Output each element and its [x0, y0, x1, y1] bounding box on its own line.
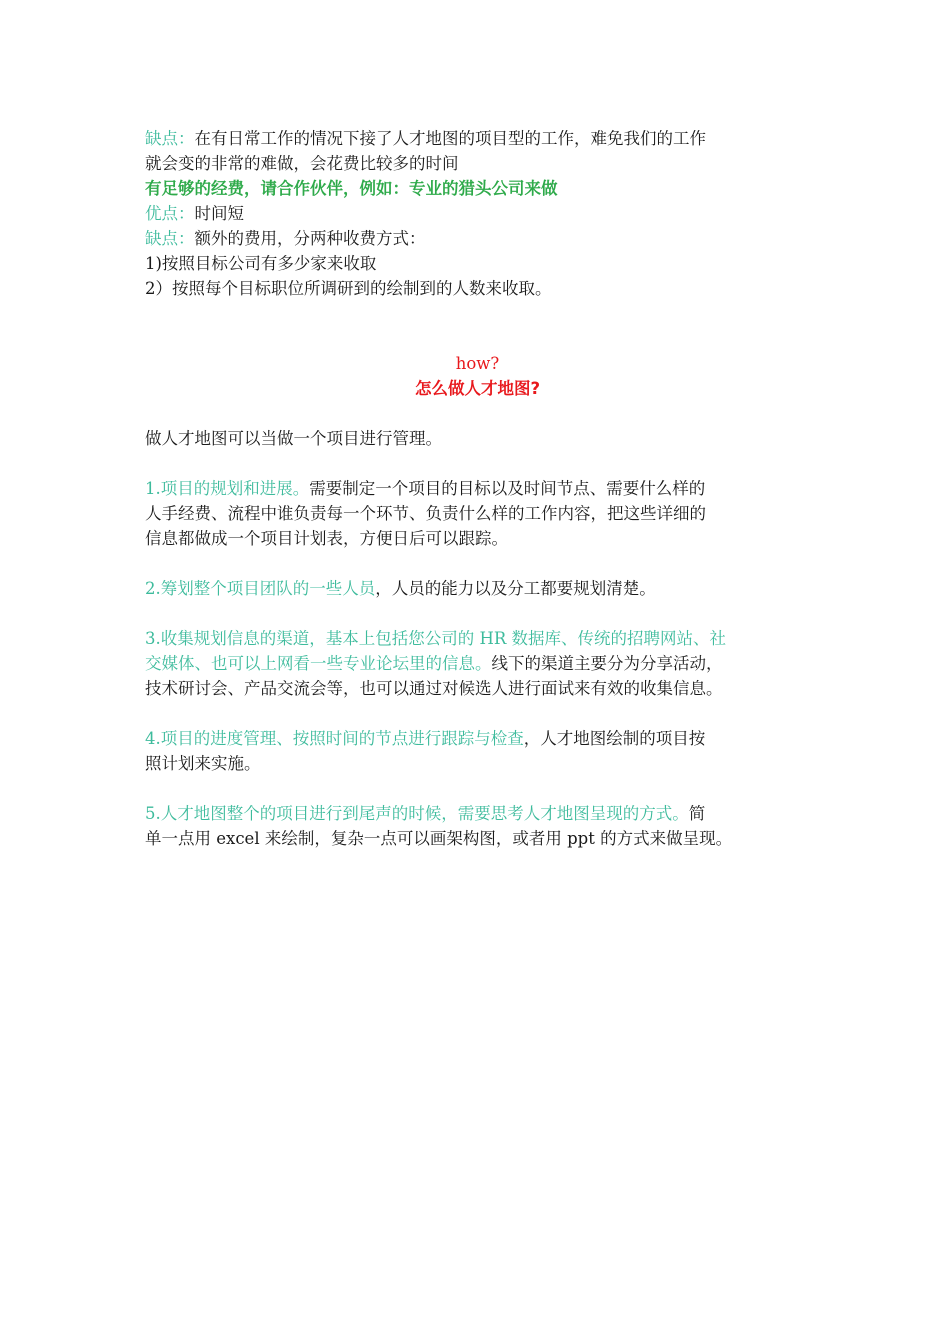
spacer: [145, 601, 810, 626]
con-label: 缺点：: [145, 129, 195, 148]
p1-highlight: 1.项目的规划和进展。: [145, 479, 310, 498]
p4-line-2: 照计划来实施。: [145, 754, 261, 773]
intro-con-line-1: [145, 126, 810, 151]
con-line: [145, 226, 810, 251]
spacer: [145, 701, 810, 726]
fee-item-1: 1)按照目标公司有多少家来收取: [145, 254, 377, 273]
p3-line-2: [145, 651, 810, 676]
pro-label: 优点：: [145, 204, 195, 223]
p2-line-1: [145, 576, 810, 601]
spacer: [145, 451, 810, 476]
p2-rest: ，人员的能力以及分工都要规划清楚。: [375, 579, 656, 598]
p5-rest: 简: [688, 804, 706, 823]
con-label-2: 缺点：: [145, 229, 195, 248]
pro-line: [145, 201, 810, 226]
partner-heading: 有足够的经费，请合作伙伴，例如：专业的猎头公司来做: [145, 179, 558, 198]
p4-highlight: 4.项目的进度管理、按照时间的节点进行跟踪与检查: [145, 729, 524, 748]
spacer: [145, 776, 810, 801]
p5-line-1: [145, 801, 810, 826]
spacer: [145, 401, 810, 426]
document-page: [145, 126, 810, 851]
pro-text: 时间短: [194, 204, 244, 223]
fee-item-2: 2）按照每个目标职位所调研到的绘制到的人数来收取。: [145, 279, 552, 298]
p4-rest: ，人才地图绘制的项目按: [523, 729, 706, 748]
p5-highlight: 5.人才地图整个的项目进行到尾声的时候，需要思考人才地图呈现的方式。: [145, 804, 689, 823]
con-text: 在有日常工作的情况下接了人才地图的项目型的工作，难免我们的工作: [194, 129, 706, 148]
p4-line-1: [145, 726, 810, 751]
body-lead: 做人才地图可以当做一个项目进行管理。: [145, 429, 442, 448]
con-text-2: 额外的费用，分两种收费方式：: [194, 229, 426, 248]
p3-line-3: 技术研讨会、产品交流会等，也可以通过对候选人进行面试来有效的收集信息。: [145, 679, 723, 698]
how-title-en: how?: [455, 354, 500, 373]
p1-line-1: [145, 476, 810, 501]
spacer: [145, 551, 810, 576]
p1-rest: 需要制定一个项目的目标以及时间节点、需要什么样的: [309, 479, 706, 498]
p1-line-3: 信息都做成一个项目计划表，方便日后可以跟踪。: [145, 529, 508, 548]
p1-line-2: 人手经费、流程中谁负责每一个环节、负责什么样的工作内容，把这些详细的: [145, 504, 706, 523]
p5-line-2: 单一点用 excel 来绘制，复杂一点可以画架构图，或者用 ppt 的方式来做呈现。: [145, 829, 733, 848]
p2-highlight: 2.筹划整个项目团队的一些人员: [145, 579, 376, 598]
p3-highlight-2: 交媒体、也可以上网看一些专业论坛里的信息。: [145, 654, 492, 673]
p3-line-1: 3.收集规划信息的渠道，基本上包括您公司的 HR 数据库、传统的招聘网站、社: [145, 629, 727, 648]
how-title-cn: 怎么做人才地图?: [414, 379, 541, 398]
intro-con-line-2: 就会变的非常的难做，会花费比较多的时间: [145, 154, 459, 173]
p3-rest: 线下的渠道主要分为分享活动，: [491, 654, 723, 673]
spacer: [145, 301, 810, 351]
